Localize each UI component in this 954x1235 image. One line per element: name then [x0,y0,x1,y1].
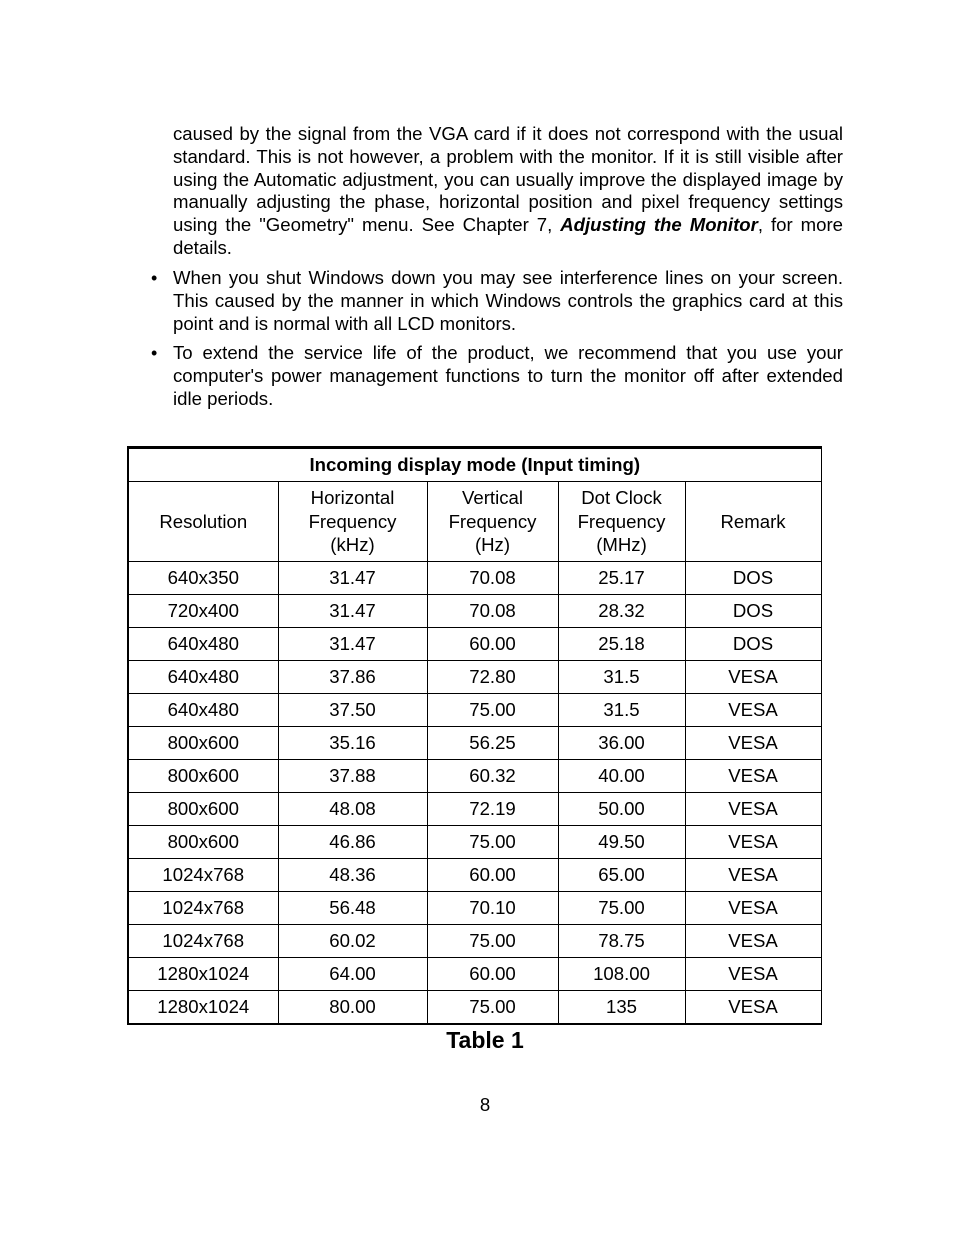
column-header-line: Remark [720,510,786,532]
dot-clock-cell: 36.00 [558,727,685,760]
remark-cell: VESA [685,859,821,892]
table-row [128,859,821,892]
page-number: 8 [479,1094,491,1115]
table-row [128,793,821,826]
dot-clock-cell: 31.5 [558,661,685,694]
horizontal-frequency-cell: 60.02 [278,925,427,958]
column-header-line: Dot Clock [581,487,662,509]
vertical-frequency-cell: 70.08 [427,595,558,628]
resolution-cell: 1024x768 [128,859,278,892]
column-header-line: Horizontal [310,487,395,509]
horizontal-frequency-cell: 48.08 [278,793,427,826]
column-header-line: Resolution [159,510,248,532]
vertical-frequency-cell: 70.10 [427,892,558,925]
remark-cell: VESA [685,958,821,991]
resolution-cell: 800x600 [128,760,278,793]
remark-cell: VESA [685,760,821,793]
table-row [128,826,821,859]
remark-cell: VESA [685,661,821,694]
vertical-frequency-cell: 60.00 [427,859,558,892]
dot-clock-cell: 49.50 [558,826,685,859]
column-header [685,482,821,562]
table-row [128,727,821,760]
table-row [128,628,821,661]
resolution-cell: 800x600 [128,793,278,826]
horizontal-frequency-cell: 48.36 [278,859,427,892]
table-row [128,694,821,727]
horizontal-frequency-cell: 37.50 [278,694,427,727]
input-timing-table [127,446,822,1025]
chapter-reference: Adjusting the Monitor [560,214,758,236]
resolution-cell: 800x600 [128,727,278,760]
vertical-frequency-cell: 70.08 [427,562,558,595]
resolution-cell: 720x400 [128,595,278,628]
table-body [128,562,821,1025]
remark-cell: VESA [685,892,821,925]
dot-clock-cell: 75.00 [558,892,685,925]
dot-clock-cell: 108.00 [558,958,685,991]
column-header-line: Frequency [308,510,397,532]
table-header-row [128,482,821,562]
remark-cell: VESA [685,925,821,958]
vertical-frequency-cell: 72.80 [427,661,558,694]
vertical-frequency-cell: 60.32 [427,760,558,793]
vertical-frequency-cell: 60.00 [427,958,558,991]
remark-cell: VESA [685,793,821,826]
table-row [128,958,821,991]
horizontal-frequency-cell: 37.86 [278,661,427,694]
resolution-cell: 800x600 [128,826,278,859]
vertical-frequency-cell: 75.00 [427,694,558,727]
column-header [128,482,278,562]
column-header [278,482,427,562]
vertical-frequency-cell: 72.19 [427,793,558,826]
horizontal-frequency-cell: 31.47 [278,562,427,595]
bullet-icon: • [151,268,158,288]
resolution-cell: 640x480 [128,694,278,727]
horizontal-frequency-cell: 56.48 [278,892,427,925]
horizontal-frequency-cell: 80.00 [278,991,427,1025]
bullet-icon: • [151,343,158,363]
dot-clock-cell: 135 [558,991,685,1025]
dot-clock-cell: 28.32 [558,595,685,628]
remark-cell: DOS [685,562,821,595]
column-header-line: (kHz) [330,534,375,556]
remark-cell: VESA [685,694,821,727]
dot-clock-cell: 31.5 [558,694,685,727]
vertical-frequency-cell: 75.00 [427,826,558,859]
vertical-frequency-cell: 75.00 [427,991,558,1025]
column-header-line: Frequency [577,510,666,532]
bullet-windows-shutdown: When you shut Windows down you may see interference lines on your screen. This caused by the manner in which Windows controls the graphics card at this point and is normal with all LCD monitors. [173,267,843,334]
intro-tail: , for more details. [173,214,843,258]
dot-clock-cell: 25.18 [558,628,685,661]
dot-clock-cell: 65.00 [558,859,685,892]
resolution-cell: 640x350 [128,562,278,595]
column-header [427,482,558,562]
table-row [128,991,821,1025]
horizontal-frequency-cell: 64.00 [278,958,427,991]
remark-cell: VESA [685,826,821,859]
dot-clock-cell: 50.00 [558,793,685,826]
horizontal-frequency-cell: 46.86 [278,826,427,859]
table-row [128,595,821,628]
intro-paragraph [173,123,843,260]
column-header-line: (MHz) [596,534,647,556]
remark-cell: DOS [685,628,821,661]
resolution-cell: 640x480 [128,661,278,694]
table-row [128,760,821,793]
vertical-frequency-cell: 60.00 [427,628,558,661]
column-header [558,482,685,562]
bullet-power-management: To extend the service life of the product, we recommend that you use your computer's power management functions to turn the monitor off after extended idle periods. [173,342,843,409]
table-caption: Table 1 [446,1027,524,1053]
resolution-cell: 640x480 [128,628,278,661]
resolution-cell: 1280x1024 [128,958,278,991]
horizontal-frequency-cell: 31.47 [278,595,427,628]
resolution-cell: 1280x1024 [128,991,278,1025]
horizontal-frequency-cell: 37.88 [278,760,427,793]
resolution-cell: 1024x768 [128,892,278,925]
intro-text: caused by the signal from the VGA card if it does not correspond with the usual standard. This is not however, a problem with the monitor. If it is still visible after using the Automatic adjustment, you can usually improve the displayed image by manually adjusting the phase, horizontal position and pixel frequency settings using the "Geometry" menu. See Chapter 7, [173,123,843,236]
vertical-frequency-cell: 56.25 [427,727,558,760]
horizontal-frequency-cell: 35.16 [278,727,427,760]
column-header-line: (Hz) [474,534,511,556]
table-title: Incoming display mode (Input timing) [128,448,821,482]
table-row [128,562,821,595]
resolution-cell: 1024x768 [128,925,278,958]
column-header-line: Vertical [462,487,523,509]
table-row [128,892,821,925]
table-row [128,925,821,958]
column-header-line: Frequency [448,510,537,532]
dot-clock-cell: 40.00 [558,760,685,793]
dot-clock-cell: 78.75 [558,925,685,958]
table-row [128,661,821,694]
vertical-frequency-cell: 75.00 [427,925,558,958]
dot-clock-cell: 25.17 [558,562,685,595]
horizontal-frequency-cell: 31.47 [278,628,427,661]
remark-cell: DOS [685,595,821,628]
remark-cell: VESA [685,727,821,760]
remark-cell: VESA [685,991,821,1025]
